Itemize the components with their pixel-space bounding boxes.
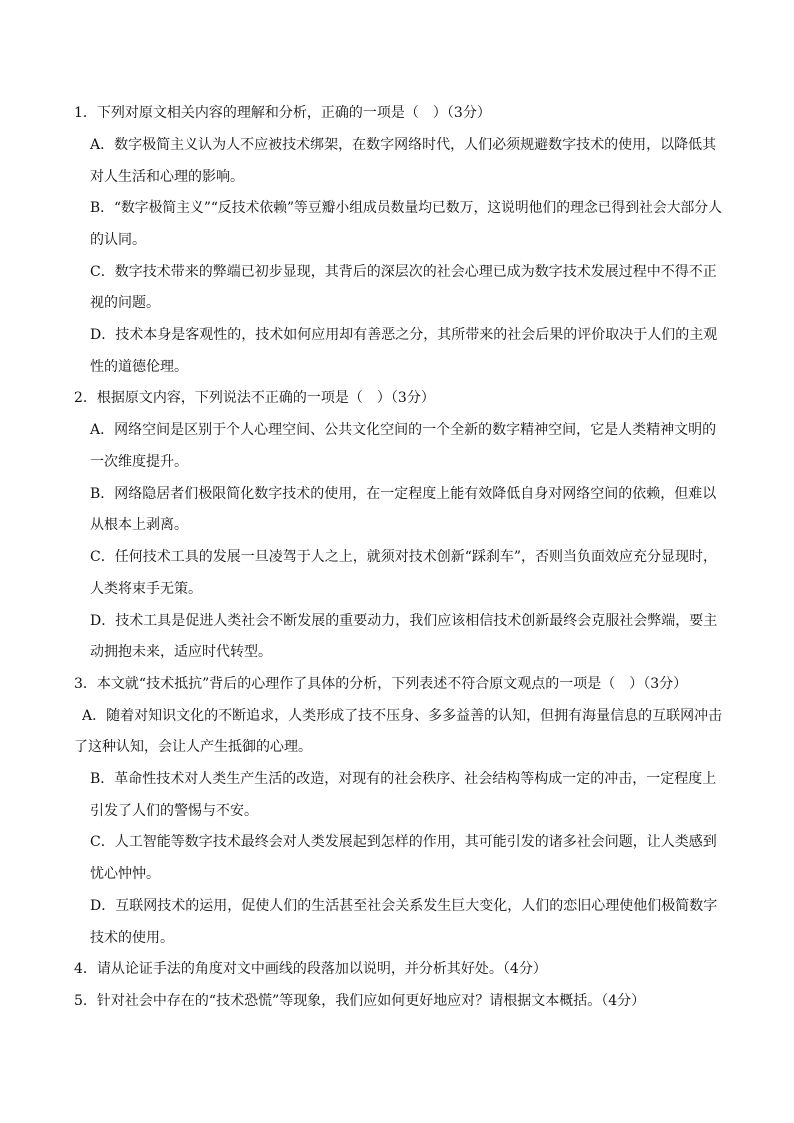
question-1-option-a-cont: 对人生活和心理的影响。 bbox=[90, 169, 244, 185]
question-3-option-b-cont: 引发了人们的警惕与不安。 bbox=[90, 803, 258, 819]
question-1-option-d-cont: 性的道德伦理。 bbox=[90, 359, 188, 375]
question-3-option-d-cont: 技术的使用。 bbox=[90, 930, 174, 946]
question-2-stem: 2．根据原文内容，下列说法不正确的一项是（ ）（3分） bbox=[74, 390, 435, 406]
question-2-option-b: B．网络隐居者们极限简化数字技术的使用，在一定程度上能有效降低自身对网络空间的依赖，但难以 bbox=[90, 486, 717, 502]
question-2-option-a: A．网络空间是区别于个人心理空间、公共文化空间的一个全新的数字精神空间，它是人类精神文明的 bbox=[90, 422, 717, 438]
question-3-option-a-cont: 了这种认知，会让人产生抵御的心理。 bbox=[74, 739, 312, 755]
question-1-stem: 1．下列对原文相关内容的理解和分析，正确的一项是（ ）（3分） bbox=[74, 105, 491, 121]
question-3-option-a: A．随着对知识文化的不断追求，人类形成了技不压身、多多益善的认知，但拥有海量信息的互联网冲击 bbox=[82, 708, 723, 724]
question-2-option-b-cont: 从根本上剥离。 bbox=[90, 517, 188, 533]
question-2-option-c-cont: 人类将束手无策。 bbox=[90, 581, 202, 597]
question-4-stem: 4．请从论证手法的角度对文中画线的段落加以说明，并分析其好处。（4分） bbox=[74, 961, 547, 977]
question-2-option-d: D．技术工具是促进人类社会不断发展的重要动力，我们应该相信技术创新最终会克服社会弊端，要主 bbox=[90, 613, 718, 629]
question-2-option-d-cont: 动拥抱未来，适应时代转型。 bbox=[90, 644, 272, 660]
question-2-option-a-cont: 一次维度提升。 bbox=[90, 454, 188, 470]
question-3-option-c-cont: 忧心忡忡。 bbox=[90, 866, 160, 882]
question-3-option-c: C．人工智能等数字技术最终会对人类发展起到怎样的作用，其可能引发的诸多社会问题，让人类感到 bbox=[90, 834, 717, 850]
question-1-option-d: D．技术本身是客观性的，技术如何应用却有善恶之分，其所带来的社会后果的评价取决于人们的主观 bbox=[90, 327, 718, 343]
question-3-option-b: B．革命性技术对人类生产生活的改造，对现有的社会秩序、社会结构等构成一定的冲击，一定程度上 bbox=[90, 771, 717, 787]
question-1-option-b-cont: 的认同。 bbox=[90, 232, 146, 248]
question-1-option-b: B．“数字极简主义”“反技术依赖”等豆瓣小组成员数量均已数万，这说明他们的理念已得到社会大部分人 bbox=[90, 200, 722, 216]
question-5-stem: 5．针对社会中存在的“技术恐慌”等现象，我们应如何更好地应对？请根据文本概括。（4分） bbox=[74, 993, 646, 1009]
question-1-option-a: A．数字极简主义认为人不应被技术绑架，在数字网络时代，人们必须规避数字技术的使用，以降低其 bbox=[90, 137, 717, 153]
question-1-option-c: C．数字技术带来的弊端已初步显现，其背后的深层次的社会心理已成为数字技术发展过程中不得不正 bbox=[90, 264, 717, 280]
question-3-option-d: D．互联网技术的运用，促使人们的生活甚至社会关系发生巨大变化，人们的恋旧心理使他们极简数字 bbox=[90, 898, 718, 914]
question-3-stem: 3．本文就“技术抵抗”背后的心理作了具体的分析，下列表述不符合原文观点的一项是（ ）（3分） bbox=[74, 676, 688, 692]
question-1-option-c-cont: 视的问题。 bbox=[90, 295, 160, 311]
question-2-option-c: C．任何技术工具的发展一旦凌驾于人之上，就须对技术创新“踩刹车”，否则当负面效应充分显现时， bbox=[90, 549, 718, 565]
